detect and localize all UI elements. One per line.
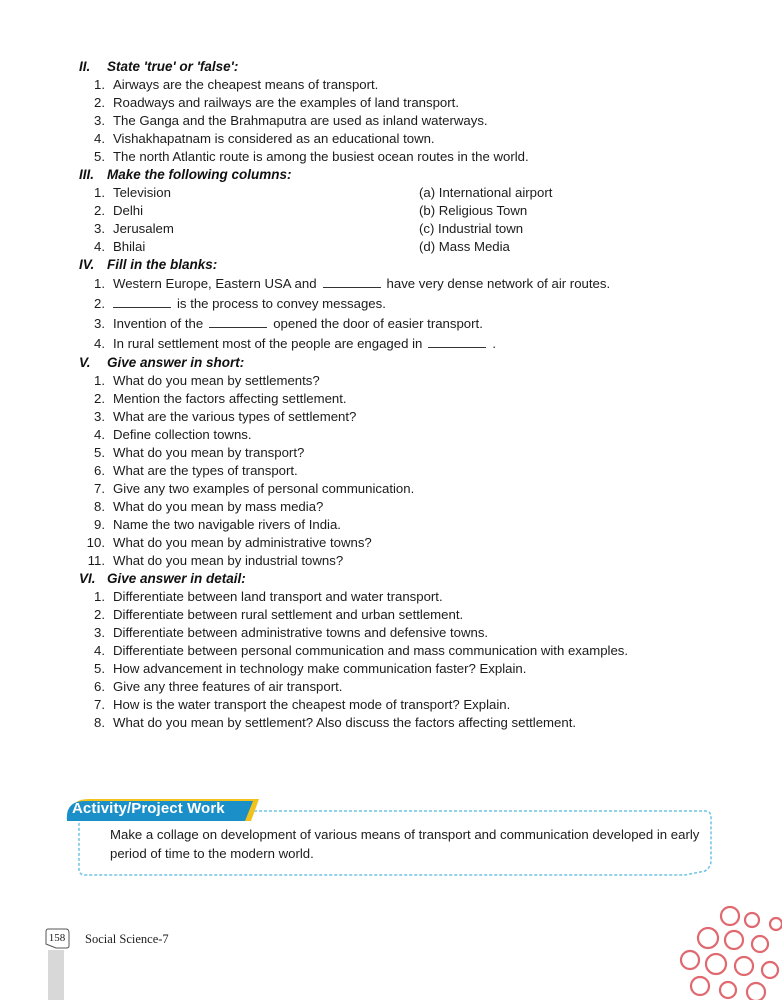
fill-text-after: have very dense network of air routes. <box>386 276 611 291</box>
list-item <box>79 498 679 516</box>
match-row <box>79 220 679 238</box>
item-number: 2. <box>94 95 105 110</box>
item-text: What do you mean by settlement? Also discuss the factors affecting settlement. <box>113 715 577 730</box>
item-text: What are the various types of settlement? <box>113 409 357 424</box>
list-item <box>79 408 679 426</box>
section-heading-detail: VI. Give answer in detail: <box>79 571 246 586</box>
list-item <box>79 696 679 714</box>
item-number: 5. <box>94 149 105 164</box>
item-number: 3. <box>94 113 105 128</box>
list-item <box>79 444 679 462</box>
item-text: What do you mean by mass media? <box>113 499 324 514</box>
item-number: 1. <box>94 77 105 92</box>
item-number: 3. <box>94 625 105 640</box>
fill-row <box>79 274 679 294</box>
fill-row <box>79 314 679 334</box>
fill-text-before: Invention of the <box>113 316 204 331</box>
match-right: (b) Religious Town <box>419 203 528 218</box>
item-number: 3. <box>94 221 105 236</box>
list-item <box>79 516 679 534</box>
item-number: 4. <box>94 427 105 442</box>
item-number: 1. <box>94 276 105 291</box>
item-text: What do you mean by industrial towns? <box>113 553 344 568</box>
list-item <box>79 130 679 148</box>
footer-tab <box>48 950 64 1000</box>
item-number: 5. <box>94 445 105 460</box>
item-number: 3. <box>94 409 105 424</box>
list-item <box>79 372 679 390</box>
item-text: How advancement in technology make communication faster? Explain. <box>113 661 527 676</box>
item-text: Differentiate between land transport and water transport. <box>113 589 443 604</box>
section-heading-fill: IV. Fill in the blanks: <box>79 257 218 272</box>
fill-blanks-list <box>79 274 679 354</box>
item-number: 6. <box>94 679 105 694</box>
item-number: 2. <box>94 296 105 311</box>
item-number: 2. <box>94 607 105 622</box>
item-number: 4. <box>94 643 105 658</box>
list-item <box>79 94 679 112</box>
list-item <box>79 534 679 552</box>
match-right: (a) International airport <box>419 185 553 200</box>
item-number: 8. <box>94 715 105 730</box>
item-number: 1. <box>94 185 105 200</box>
item-text: How is the water transport the cheapest mode of transport? Explain. <box>113 697 511 712</box>
list-item <box>79 642 679 660</box>
match-columns-list <box>79 184 679 256</box>
exercise-content <box>79 58 679 732</box>
fill-text <box>113 314 483 334</box>
item-text: The Ganga and the Brahmaputra are used as inland waterways. <box>113 113 488 128</box>
match-left: Jerusalem <box>113 221 174 236</box>
list-item <box>79 76 679 94</box>
fill-text-after: is the process to convey messages. <box>177 296 386 311</box>
blank-line <box>323 275 381 288</box>
item-number: 11. <box>87 553 105 568</box>
page-number: 158 <box>48 932 66 944</box>
item-number: 8. <box>94 499 105 514</box>
item-number: 7. <box>94 697 105 712</box>
item-number: 1. <box>94 373 105 388</box>
match-left: Television <box>113 185 171 200</box>
list-item <box>79 480 679 498</box>
fill-row <box>79 294 679 314</box>
fill-text <box>113 334 496 354</box>
page-margin <box>0 0 63 1000</box>
activity-box <box>63 795 723 877</box>
fill-text <box>113 294 386 314</box>
list-item <box>79 660 679 678</box>
match-left: Delhi <box>113 203 144 218</box>
item-text: The north Atlantic route is among the busiest ocean routes in the world. <box>113 149 529 164</box>
blank-line <box>209 315 267 328</box>
item-text: Mention the factors affecting settlement. <box>113 391 347 406</box>
short-answer-list <box>79 372 679 570</box>
item-text: Roadways and railways are the examples of land transport. <box>113 95 459 110</box>
item-text: Airways are the cheapest means of transport. <box>113 77 379 92</box>
list-item <box>79 148 679 166</box>
section-heading-short: V. Give answer in short: <box>79 355 245 370</box>
item-number: 10. <box>86 535 105 550</box>
item-number: 1. <box>94 589 105 604</box>
item-text: Differentiate between personal communication and mass communication with examples. <box>113 643 629 658</box>
item-number: 3. <box>94 316 105 331</box>
match-row <box>79 202 679 220</box>
list-item <box>79 112 679 130</box>
item-number: 4. <box>94 336 105 351</box>
item-text: Vishakhapatnam is considered as an educational town. <box>113 131 435 146</box>
item-number: 5. <box>94 661 105 676</box>
item-number: 7. <box>94 481 105 496</box>
item-number: 2. <box>94 391 105 406</box>
item-text: What do you mean by transport? <box>113 445 305 460</box>
detail-answer-list <box>79 588 679 732</box>
activity-text: Make a collage on development of various means of transport and communication developed in early period of time to the modern world. <box>110 827 700 861</box>
fill-text <box>113 274 610 294</box>
item-text: Give any two examples of personal communication. <box>113 481 415 496</box>
match-row <box>79 184 679 202</box>
blank-line <box>113 295 171 308</box>
item-number: 6. <box>94 463 105 478</box>
book-title: Social Science-7 <box>85 932 169 946</box>
list-item <box>79 552 679 570</box>
fill-text-before: Western Europe, Eastern USA and <box>113 276 317 291</box>
section-heading-match: III. Make the following columns: <box>79 167 292 182</box>
item-number: 4. <box>94 131 105 146</box>
item-text: Define collection towns. <box>113 427 252 442</box>
list-item <box>79 588 679 606</box>
blank-line <box>428 335 486 348</box>
item-text: Differentiate between rural settlement and urban settlement. <box>113 607 464 622</box>
list-item <box>79 462 679 480</box>
item-text: Differentiate between administrative towns and defensive towns. <box>113 625 489 640</box>
fill-text-after: . <box>492 336 497 351</box>
item-number: 2. <box>94 203 105 218</box>
item-text: What do you mean by administrative towns? <box>113 535 372 550</box>
item-number: 9. <box>94 517 105 532</box>
item-number: 4. <box>94 239 105 254</box>
decorative-circles-icon <box>672 900 782 1000</box>
item-text: Give any three features of air transport. <box>113 679 343 694</box>
section-heading-true-false: II. State 'true' or 'false': <box>79 59 239 74</box>
item-text: What do you mean by settlements? <box>113 373 320 388</box>
activity-title: Activity/Project Work <box>72 800 225 817</box>
fill-row <box>79 334 679 354</box>
fill-text-after: opened the door of easier transport. <box>273 316 483 331</box>
match-row <box>79 238 679 256</box>
match-right: (d) Mass Media <box>419 239 510 254</box>
list-item <box>79 606 679 624</box>
list-item <box>79 678 679 696</box>
list-item <box>79 624 679 642</box>
true-false-list <box>79 76 679 166</box>
item-text: Name the two navigable rivers of India. <box>113 517 341 532</box>
list-item <box>79 714 679 732</box>
item-text: What are the types of transport. <box>113 463 298 478</box>
match-right: (c) Industrial town <box>419 221 524 236</box>
match-left: Bhilai <box>113 239 146 254</box>
list-item <box>79 390 679 408</box>
fill-text-before: In rural settlement most of the people are engaged in <box>113 336 423 351</box>
list-item <box>79 426 679 444</box>
